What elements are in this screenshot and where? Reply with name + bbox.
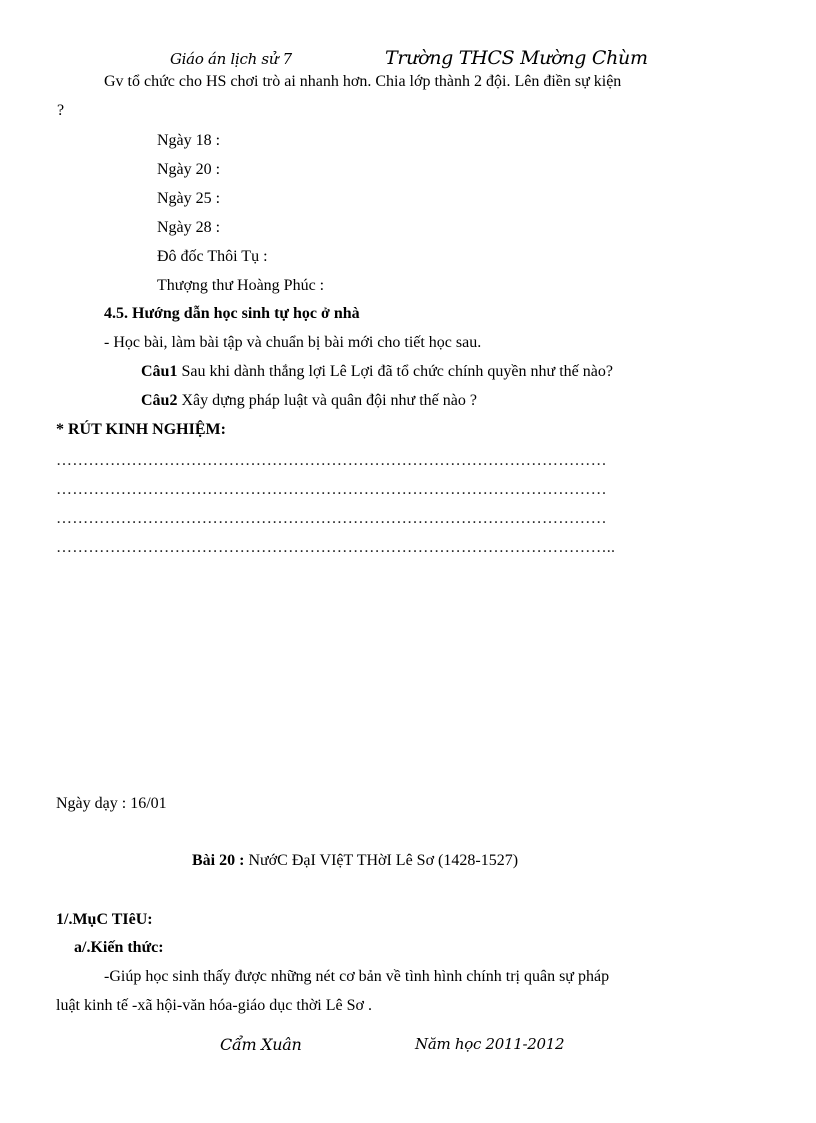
question-label: Câu1 [141,363,178,380]
event-item: Ngày 25 : [157,190,221,207]
header-left: Giáo án lịch sử 7 [170,50,292,68]
dotted-line: ………………………………………………………………………………………… [56,481,607,498]
lesson-body-line-2: luật kinh tế -xã hội-văn hóa-giáo dục thời Lê Sơ . [56,997,372,1014]
event-item: Ngày 20 : [157,161,221,178]
lesson-body-line-1: -Giúp học sinh thấy được những nét cơ bản về tình hình chính trị quân sự pháp [104,968,610,985]
dotted-line: ………………………………………………………………………………………… [56,510,607,527]
lesson-date: Ngày dạy : 16/01 [56,795,167,812]
knowledge-heading: a/.Kiến thức: [74,939,164,956]
objectives-heading: 1/.MụC TIêU: [56,911,153,928]
homework-line: - Học bài, làm bài tập và chuẩn bị bài mới cho tiết học sau. [104,334,482,351]
footer-left: Cẩm Xuân [220,1035,302,1054]
question-1 [141,363,613,381]
footer-right: Năm học 2011-2012 [415,1035,565,1053]
question-text: Xây dựng pháp luật và quân đội như thế nào ? [181,392,477,409]
lesson-title-label: Bài 20 : [192,852,245,869]
question-2 [141,392,477,410]
intro-line-2: ? [57,102,65,119]
question-text: Sau khi dành thắng lợi Lê Lợi đã tổ chức chính quyền như thế nào? [181,363,613,380]
event-item: Thượng thư Hoàng Phúc : [157,277,325,294]
lesson-title-text: NướC ĐạI VIệT THờI Lê Sơ (1428-1527) [248,852,519,869]
dotted-line: ………………………………………………………………………………………….. [56,539,616,556]
header-right: Trường THCS Mường Chùm [385,47,648,69]
event-item: Đô đốc Thôi Tụ : [157,248,268,265]
question-label: Câu2 [141,392,178,409]
event-item: Ngày 28 : [157,219,221,236]
homework-heading: 4.5. Hướng dẫn học sinh tự học ở nhà [104,305,360,322]
event-item: Ngày 18 : [157,132,221,149]
experience-heading: * RÚT KINH NGHIỆM: [56,421,226,438]
lesson-title [192,852,518,870]
intro-line-1: Gv tổ chức cho HS chơi trò ai nhanh hơn. Chia lớp thành 2 đội. Lên điền sự kiện [104,73,622,90]
dotted-line: ………………………………………………………………………………………… [56,452,607,469]
